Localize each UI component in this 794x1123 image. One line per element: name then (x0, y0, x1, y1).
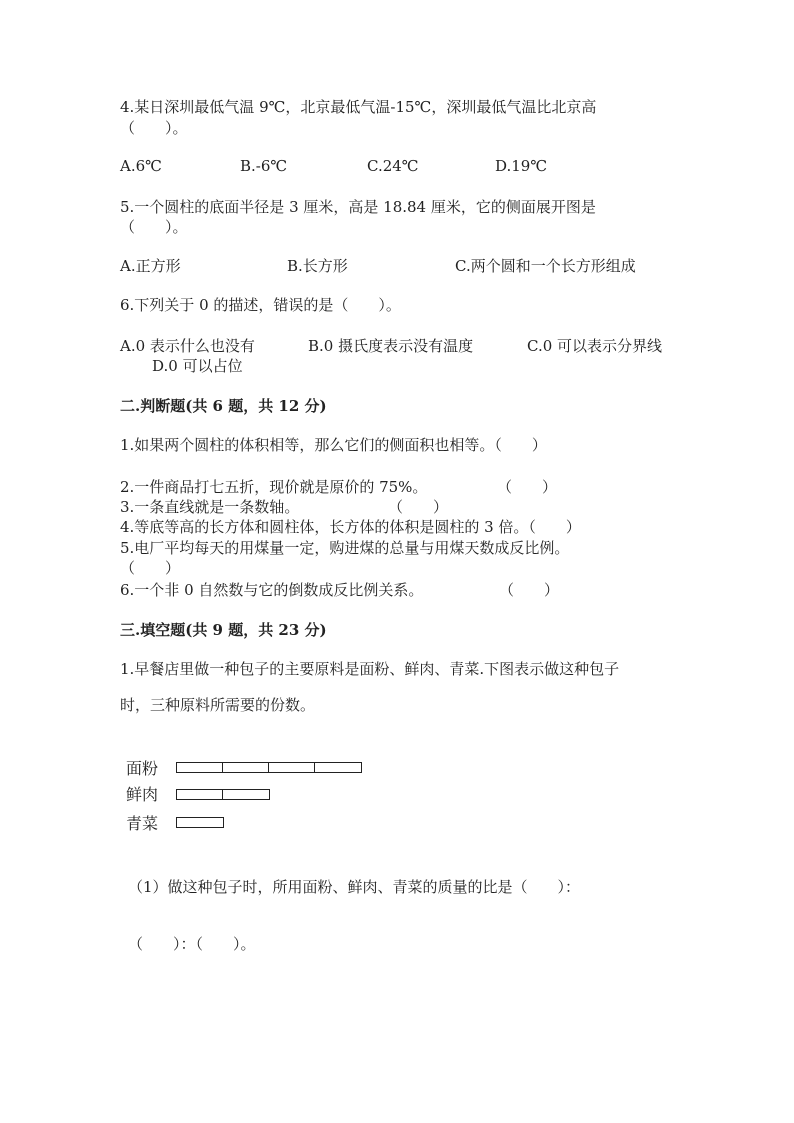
s3-q1-line1: 1.早餐店里做一种包子的主要原料是面粉、鲜肉、青菜.下图表示做这种包子 (120, 660, 620, 678)
q4-option-a: A.6℃ (120, 157, 162, 175)
diagram-label-flour: 面粉 (126, 759, 159, 778)
q5-stem: 5.一个圆柱的底面半径是 3 厘米，高是 18.84 厘米，它的侧面展开图是 (120, 198, 596, 216)
s2-item-2-paren: （ ） (497, 478, 558, 496)
q4-option-b: B.-6℃ (240, 157, 288, 175)
diagram-segment (223, 790, 269, 799)
diagram-bar-flour (176, 762, 362, 773)
s2-item-3-paren: （ ） (388, 498, 449, 516)
q4-stem: 4.某日深圳最低气温 9℃，北京最低气温-15℃，深圳最低气温比北京高 (120, 98, 597, 116)
s2-item-3: 3.一条直线就是一条数轴。 (120, 498, 300, 516)
s2-item-6-paren: （ ） (499, 581, 560, 599)
diagram-bar-meat (176, 789, 270, 800)
diagram-segment (269, 763, 315, 772)
s3-sub1-line1: （1）做这种包子时，所用面粉、鲜肉、青菜的质量的比是（ ）： (128, 878, 581, 896)
q6-option-c: C.0 可以表示分界线 (527, 337, 663, 355)
q5-option-c: C.两个圆和一个长方形组成 (455, 257, 636, 275)
diagram-bar-vegetable (176, 817, 224, 828)
diagram-segment (177, 790, 223, 799)
q4-option-c: C.24℃ (367, 157, 419, 175)
q5-option-b: B.长方形 (287, 257, 348, 275)
q6-option-d: D.0 可以占位 (152, 357, 243, 375)
s2-item-5-paren: （ ） (120, 559, 181, 577)
q6-option-b: B.0 摄氏度表示没有温度 (308, 337, 474, 355)
q6-stem: 6.下列关于 0 的描述，错误的是（ ）。 (120, 296, 401, 314)
diagram-label-vegetable: 青菜 (126, 814, 159, 833)
q4-option-d: D.19℃ (495, 157, 548, 175)
s2-item-5: 5.电厂平均每天的用煤量一定，购进煤的总量与用煤天数成反比例。 (120, 539, 570, 557)
section3-title: 三.填空题(共 9 题，共 23 分) (120, 621, 327, 639)
section2-title: 二.判断题(共 6 题，共 12 分) (120, 397, 327, 415)
diagram-segment (315, 763, 361, 772)
q5-blank: （ ）。 (120, 218, 188, 236)
q4-blank: （ ）。 (120, 119, 188, 137)
q5-option-a: A.正方形 (120, 257, 181, 275)
s2-item-1: 1.如果两个圆柱的体积相等，那么它们的侧面积也相等。（ ） (120, 436, 547, 454)
s2-item-4: 4.等底等高的长方体和圆柱体，长方体的体积是圆柱的 3 倍。（ ） (120, 518, 581, 536)
q6-option-a: A.0 表示什么也没有 (120, 337, 255, 355)
diagram-segment (177, 818, 223, 827)
diagram-label-meat: 鲜肉 (126, 785, 159, 804)
s3-sub1-line2: （ ）：（ ）。 (128, 935, 256, 953)
s2-item-2: 2.一件商品打七五折，现价就是原价的 75%。 (120, 478, 428, 496)
diagram-segment (223, 763, 269, 772)
s3-q1-line2: 时，三种原料所需要的份数。 (120, 696, 316, 714)
diagram-segment (177, 763, 223, 772)
s2-item-6: 6.一个非 0 自然数与它的倒数成反比例关系。 (120, 581, 424, 599)
